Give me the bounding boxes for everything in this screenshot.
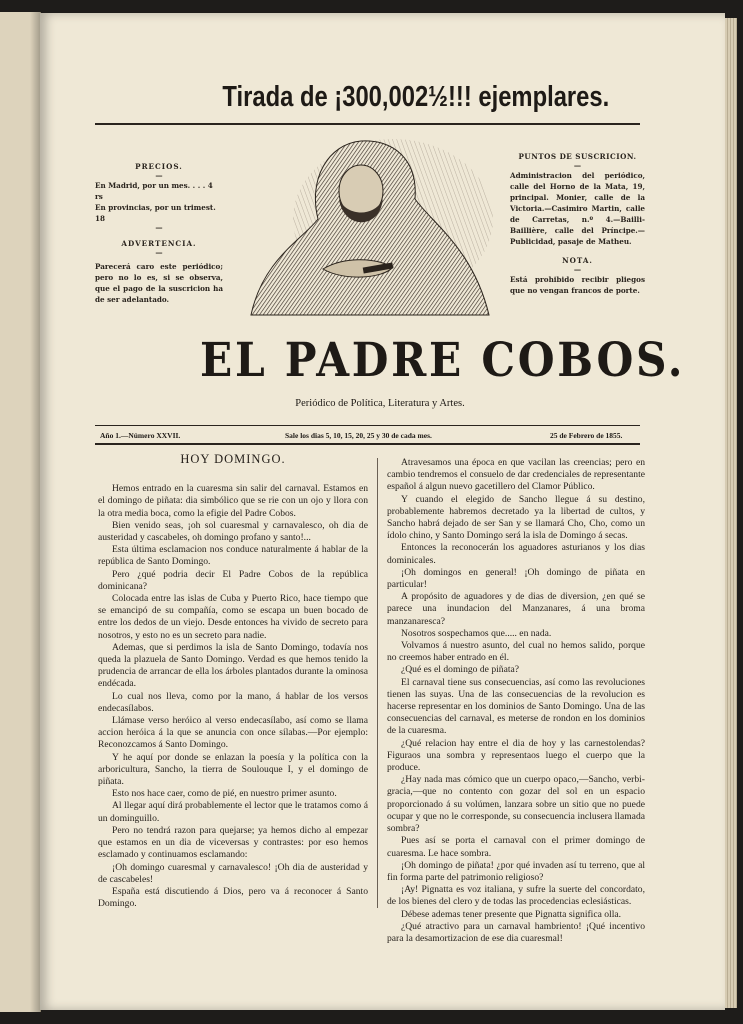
masthead-title: EL PADRE COBOS.: [200, 333, 686, 388]
article-paragraph: El carnaval tiene sus consecuencias, así como las revoluciones tienen las suyas. Una de las consecuencias de la revolucion es hacerse representar en los dominios de Santo Domingo. Una de las consecuencias del carnaval, es meterse de rondon en los dominios de la cuaresma.: [387, 676, 645, 737]
article-right-column: [387, 457, 645, 945]
article-paragraph: Pero ¿qué podria decir El Padre Cobos de la república dominicana?: [98, 568, 368, 592]
article-paragraph: ¡Oh domingos en general! ¡Oh domingo de piñata en particular!: [387, 566, 645, 591]
puntos-heading: PUNTOS DE SUSCRICION.: [518, 152, 637, 161]
ornament-dash: —: [155, 223, 163, 232]
article-paragraph: Entonces la reconocerán los aguadores asturianos y los dias dominicales.: [387, 542, 645, 566]
article-paragraph: Pues así se porta el carnaval con el primer domingo de cuaresma. Le hace sombra.: [387, 835, 645, 859]
ornament-dash: —: [155, 248, 163, 257]
article-paragraph: Ademas, que si perdimos la isla de Santo Domingo, todavía nos queda la plazuela de Santo Domingo. Verdad es que hemos tenido la prudencia de arrancar de ella los árboles plantados durante la ominosa endécada.: [98, 641, 368, 690]
ornament-dash: —: [573, 161, 582, 170]
issue-schedule: Sale los dias 5, 10, 15, 20, 25 y 30 de cada mes.: [285, 431, 432, 440]
right-info-box: [510, 151, 645, 296]
article-paragraph: Y cuando el elegido de Sancho llegue á su destino, probablemente habremos decretado ya la libertad de cultos, y Sancho habrá dejado de ser San y se llamará Cho, Cho, como un ídolo chino, y Santo Domingo será la isla de Domingo á secas.: [387, 493, 645, 542]
left-page-edge: [0, 12, 41, 1012]
article-paragraph: Hemos entrado en la cuaresma sin salir del carnaval. Estamos en el domingo de piñata: dia simbólico que se rie con un ojo y llora con la otra media boca, como la efigie del Padre Cobos.: [98, 483, 368, 519]
article-paragraph: Y he aquí por donde se enlazan la poesía y la política con la arboricultura, Sancho, la tierra de Soulouque I, y el domingo de piñata.: [98, 751, 368, 788]
article-paragraph: Débese ademas tener presente que Pignatta significa olla.: [401, 908, 622, 920]
advertencia-text: Parecerá caro este periódico; pero no lo es, si se observa, que el pago de la suscricion ha de ser adelantado.: [95, 262, 223, 304]
price-line: En Madrid, por un mes. . . . 4 rs: [95, 181, 213, 201]
precios-heading: PRECIOS.: [135, 162, 183, 171]
article-paragraph: Nosotros sospechamos que..... en nada.: [401, 627, 552, 639]
article-paragraph: Esto nos hace caer, como de pié, en nuestro primer asunto.: [112, 788, 337, 800]
article-title: HOY DOMINGO.: [180, 452, 286, 466]
issue-date: 25 de Febrero de 1855.: [550, 431, 623, 440]
masthead-subtitle: Periódico de Política, Literatura y Artes.: [295, 398, 465, 409]
issue-rule-top: [95, 425, 640, 426]
article-paragraph: ¿Qué relacion hay entre el dia de hoy y las carnestolendas? Figuraos una sombra y representaos luego el cuerpo que la produce.: [387, 737, 645, 774]
print-run-headline: Tirada de ¡300,002½!!! ejemplares.: [222, 81, 610, 113]
nota-text: Está prohibido recibir pliegos que no vengan francos de porte.: [510, 275, 645, 295]
article-paragraph: Llámase verso heróico al verso endecasílabo, así como se llama accion heróica á la que se anuncia con once sílabas.—Por ejemplo: Reconozcamos á Santo Domingo.: [98, 715, 368, 751]
issue-number: Año 1.—Número XXVII.: [100, 431, 181, 440]
padre-cobos-illustration: [243, 139, 493, 317]
article-paragraph: ¿Qué es el domingo de piñata?: [401, 664, 520, 676]
page-fore-edge: [725, 18, 737, 1008]
article-paragraph: Atravesamos una época en que vacilan las creencias; pero en cambio tendremos el consuelo de dar credenciales de representante español á algun nuevo gacetillero del Clamor Público.: [387, 457, 645, 493]
article-paragraph: Lo cual nos lleva, como por la mano, á hablar de los versos endecasílabos.: [98, 690, 368, 714]
article-paragraph: Volvamos á nuestro asunto, del cual no hemos salido, porque no creemos haber entrado en él.: [387, 640, 645, 664]
article-paragraph: A propósito de aguadores y de dias de diversion, ¿en qué se parece una inundacion del Manzanares, á una broma manzanaresca?: [387, 591, 645, 627]
article-paragraph: ¿Qué atractivo para un carnaval hambriento! ¡Qué incentivo para la desamortizacion de ese dia cuaresmal!: [387, 920, 645, 944]
article-paragraph: España está discutiendo á Dios, pero va á reconocer á Santo Domingo.: [98, 885, 368, 910]
ornament-dash: —: [573, 265, 582, 274]
article-paragraph: ¡Ay! Pignatta es voz italiana, y sufre la suerte del concordato, de los bienes del clero y de todas las procedencias eclesiásticas.: [387, 884, 645, 908]
article-paragraph: Colocada entre las islas de Cuba y Puerto Rico, hace tiempo que se emancipó de su compañía, como se escapa un buen bocado de entre los dedos de un viejo. Desde entonces ha vivido de secreto para nosotros, y esto no es un secreto para nadie.: [98, 593, 368, 641]
puntos-text: Administracion del periódico, calle del Horno de la Mata, 19, principal. Monier, calle de la Victoria.—Casimiro Martin, calle de Carretas, n.º 4.—Bailli-Baillière, calle del Príncipe.—Publicidad, pasaje de Matheu.: [510, 171, 645, 246]
ornament-dash: —: [155, 171, 163, 180]
article-left-column: [98, 453, 368, 910]
newspaper-page: [40, 13, 725, 1010]
article-paragraph: Pero no tendrá razon para quejarse; ya hemos dicho al empezar que estamos en un dia de viceversas y contrastes: por eso hemos esclamado y continuamos esclamando:: [98, 824, 368, 861]
article-paragraph: Al llegar aquí dirá probablemente el lector que le tratamos como á un dominguillo.: [98, 800, 368, 824]
column-separator: [377, 458, 378, 908]
article-paragraph: ¡Oh domingo cuaresmal y carnavalesco! ¡Oh dia de austeridad y de cascabeles!: [98, 861, 368, 885]
issue-rule-bottom: [95, 443, 640, 445]
article-paragraph: Bien venido seas, ¡oh sol cuaresmal y carnavalesco, oh dia de austeridad y cascabeles, oh domingo profano y santo!...: [98, 519, 368, 544]
article-paragraph: ¡Oh domingo de piñata! ¿por qué invaden así tu terreno, que al fin forma parte del patrimonio religioso?: [387, 859, 645, 883]
price-line: En provincias, por un trimest. 18: [95, 203, 216, 223]
article-paragraph: Esta última esclamacion nos conduce naturalmente á hablar de la república de Santo Domingo.: [98, 544, 368, 568]
article-paragraph: ¿Hay nada mas cómico que un cuerpo opaco,—Sancho, verbi-gracia,—que no contento con gozar del sol en un espacio proporcionado á su volúmen, lanzara sobre un sitio que no puede ocupar y que no le corresponde, su consecuencia inclusera llamada sombra?: [387, 774, 645, 835]
nota-heading: NOTA.: [562, 256, 593, 265]
top-rule: [95, 123, 640, 125]
advertencia-heading: ADVERTENCIA.: [121, 239, 197, 248]
left-info-box: [95, 161, 223, 305]
